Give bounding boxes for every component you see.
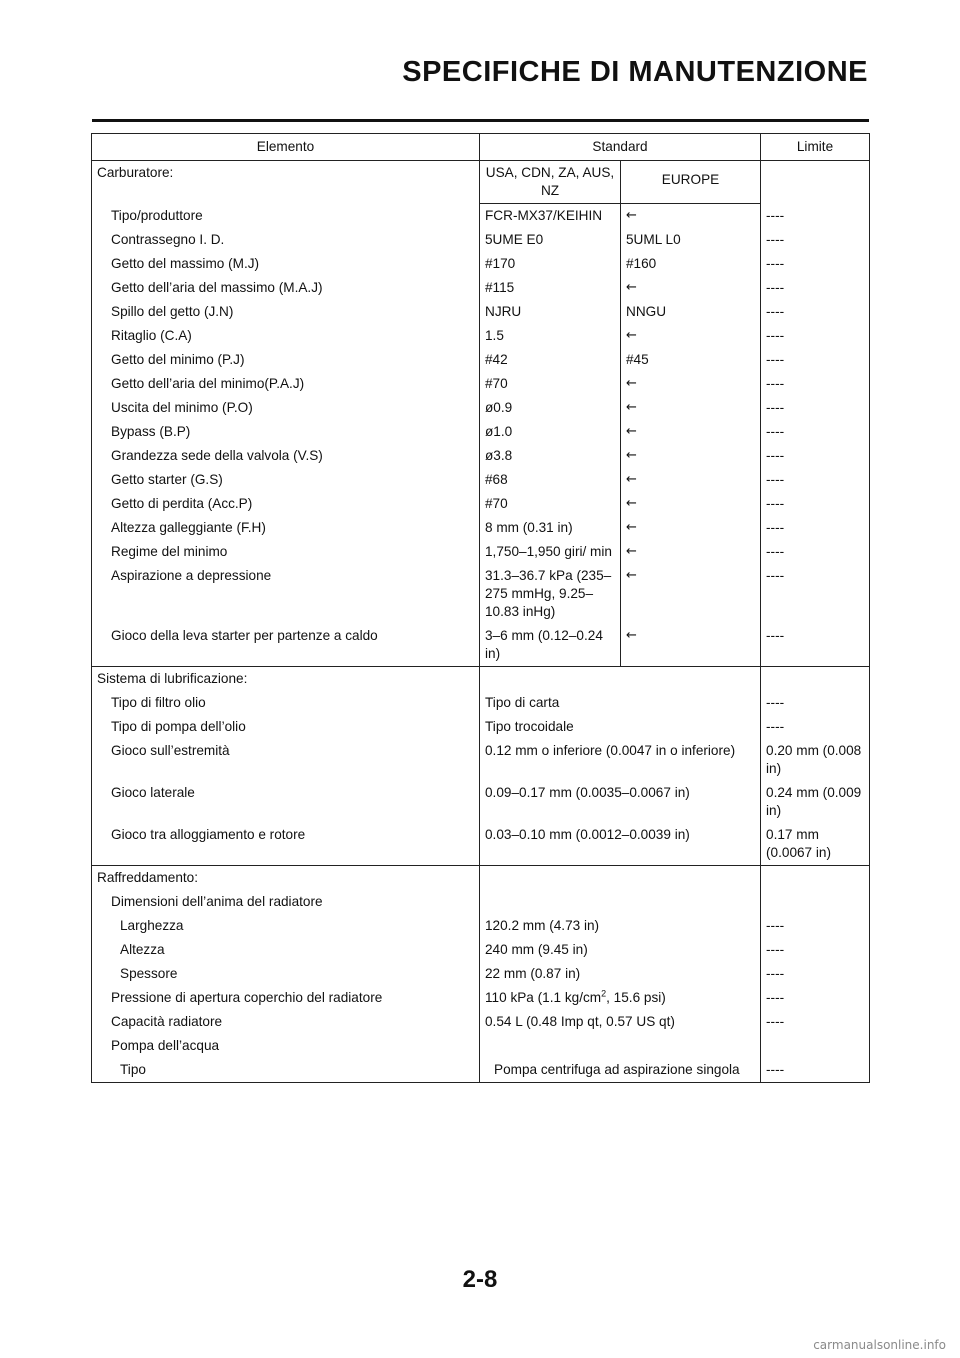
standard-cell: Tipo di carta xyxy=(480,691,761,715)
limit-cell: ---- xyxy=(761,1058,870,1083)
limit-cell: ---- xyxy=(761,300,870,324)
item-cell: Gioco laterale xyxy=(92,781,480,823)
limit-cell: ---- xyxy=(761,938,870,962)
europe-cell: #160 xyxy=(621,252,761,276)
standard-cell xyxy=(480,986,761,1010)
usa-cell: FCR-MX37/KEIHIN xyxy=(480,204,621,229)
item-cell: Pressione di apertura coperchio del radiatore xyxy=(92,986,480,1010)
usa-cell: #42 xyxy=(480,348,621,372)
usa-cell: 5UME E0 xyxy=(480,228,621,252)
header-elemento: Elemento xyxy=(92,134,480,161)
standard-cell xyxy=(480,866,761,891)
item-cell: Ritaglio (C.A) xyxy=(92,324,480,348)
table-row xyxy=(92,492,870,516)
table-row xyxy=(92,624,870,667)
table-row xyxy=(92,1034,870,1058)
usa-cell: ø1.0 xyxy=(480,420,621,444)
usa-cell: #70 xyxy=(480,492,621,516)
table-row xyxy=(92,420,870,444)
item-cell: Tipo di filtro olio xyxy=(92,691,480,715)
table-header-row xyxy=(92,134,870,161)
usa-cell: #68 xyxy=(480,468,621,492)
limit-cell: 0.20 mm (0.008 in) xyxy=(761,739,870,781)
column-europe: EUROPE xyxy=(621,161,761,204)
item-cell: Getto del massimo (M.J) xyxy=(92,252,480,276)
table-row xyxy=(92,938,870,962)
item-cell: Contrassegno I. D. xyxy=(92,228,480,252)
table-row xyxy=(92,252,870,276)
title-rule xyxy=(92,119,869,122)
europe-cell: #45 xyxy=(621,348,761,372)
limit-cell: ---- xyxy=(761,324,870,348)
usa-cell: NJRU xyxy=(480,300,621,324)
table-row xyxy=(92,890,870,914)
header-limite: Limite xyxy=(761,134,870,161)
table-row xyxy=(92,823,870,866)
limit-cell: ---- xyxy=(761,468,870,492)
limit-cell: ---- xyxy=(761,962,870,986)
section-lubrificazione xyxy=(92,667,870,692)
standard-cell xyxy=(480,667,761,692)
section-label: Raffreddamento: xyxy=(92,866,480,891)
limit-cell: 0.17 mm (0.0067 in) xyxy=(761,823,870,866)
item-cell: Spillo del getto (J.N) xyxy=(92,300,480,324)
item-cell: Altezza xyxy=(92,938,480,962)
usa-cell: 1,750–1,950 giri/ min xyxy=(480,540,621,564)
limit-cell: ---- xyxy=(761,1010,870,1034)
item-cell: Pompa dell’acqua xyxy=(92,1034,480,1058)
limit-cell: ---- xyxy=(761,516,870,540)
header-standard: Standard xyxy=(480,134,761,161)
item-cell: Grandezza sede della valvola (V.S) xyxy=(92,444,480,468)
limit-cell xyxy=(761,667,870,692)
item-cell: Bypass (B.P) xyxy=(92,420,480,444)
standard-cell: 0.54 L (0.48 Imp qt, 0.57 US qt) xyxy=(480,1010,761,1034)
item-cell: Tipo xyxy=(92,1058,480,1083)
watermark: carmanualsonline.info xyxy=(813,1338,946,1352)
limit-cell: ---- xyxy=(761,252,870,276)
usa-cell: #115 xyxy=(480,276,621,300)
europe-cell: NNGU xyxy=(621,300,761,324)
table-row xyxy=(92,228,870,252)
table-row xyxy=(92,739,870,781)
standard-cell: 240 mm (9.45 in) xyxy=(480,938,761,962)
standard-cell: 22 mm (0.87 in) xyxy=(480,962,761,986)
europe-cell: ← xyxy=(621,492,761,516)
table-row xyxy=(92,962,870,986)
limit-cell: ---- xyxy=(761,228,870,252)
table-row xyxy=(92,914,870,938)
europe-cell: 5UML L0 xyxy=(621,228,761,252)
item-cell: Gioco tra alloggiamento e rotore xyxy=(92,823,480,866)
page-number: 2-8 xyxy=(462,1266,498,1293)
page-title: SPECIFICHE DI MANUTENZIONE xyxy=(402,56,868,88)
europe-cell: ← xyxy=(621,276,761,300)
superscript: 2 xyxy=(601,988,607,999)
limit-cell: ---- xyxy=(761,564,870,624)
table-row xyxy=(92,540,870,564)
pressure-value: 110 kPa (1.1 kg/cm xyxy=(485,990,602,1005)
usa-cell: ø0.9 xyxy=(480,396,621,420)
item-cell: Gioco della leva starter per partenze a caldo xyxy=(92,624,480,667)
europe-cell: ← xyxy=(621,624,761,667)
limit-cell: ---- xyxy=(761,691,870,715)
pressure-value-tail: , 15.6 psi) xyxy=(606,990,666,1005)
item-cell: Tipo di pompa dell’olio xyxy=(92,715,480,739)
usa-cell: 1.5 xyxy=(480,324,621,348)
europe-cell: ← xyxy=(621,324,761,348)
item-cell: Larghezza xyxy=(92,914,480,938)
item-cell: Getto del minimo (P.J) xyxy=(92,348,480,372)
limit-cell xyxy=(761,1034,870,1058)
table-row xyxy=(92,300,870,324)
item-cell: Dimensioni dell’anima del radiatore xyxy=(92,890,480,914)
item-cell: Getto dell’aria del minimo(P.A.J) xyxy=(92,372,480,396)
europe-cell: ← xyxy=(621,396,761,420)
europe-cell: ← xyxy=(621,516,761,540)
column-usa: USA, CDN, ZA, AUS, NZ xyxy=(480,161,621,204)
standard-cell: Tipo trocoidale xyxy=(480,715,761,739)
limit-cell: ---- xyxy=(761,204,870,229)
limit-cell xyxy=(761,866,870,891)
table-row xyxy=(92,1010,870,1034)
standard-cell: 120.2 mm (4.73 in) xyxy=(480,914,761,938)
table-row xyxy=(92,1058,870,1083)
table-row xyxy=(92,444,870,468)
usa-cell: #170 xyxy=(480,252,621,276)
item-cell: Uscita del minimo (P.O) xyxy=(92,396,480,420)
standard-cell: Pompa centrifuga ad aspirazione singola xyxy=(480,1058,761,1083)
europe-cell: ← xyxy=(621,420,761,444)
limit-cell: ---- xyxy=(761,715,870,739)
item-cell: Getto dell’aria del massimo (M.A.J) xyxy=(92,276,480,300)
item-cell: Getto di perdita (Acc.P) xyxy=(92,492,480,516)
limit-cell: ---- xyxy=(761,624,870,667)
usa-cell: 31.3–36.7 kPa (235–275 mmHg, 9.25–10.83 inHg) xyxy=(480,564,621,624)
section-raffreddamento xyxy=(92,866,870,891)
limit-cell: ---- xyxy=(761,420,870,444)
limit-cell: 0.24 mm (0.009 in) xyxy=(761,781,870,823)
table-row xyxy=(92,324,870,348)
item-cell: Spessore xyxy=(92,962,480,986)
table-row xyxy=(92,204,870,229)
item-cell: Tipo/produttore xyxy=(92,204,480,229)
limit-cell: ---- xyxy=(761,348,870,372)
table-row xyxy=(92,396,870,420)
usa-cell: 3–6 mm (0.12–0.24 in) xyxy=(480,624,621,667)
table-row xyxy=(92,715,870,739)
limit-cell: ---- xyxy=(761,444,870,468)
limit-cell: ---- xyxy=(761,540,870,564)
europe-cell: ← xyxy=(621,372,761,396)
item-cell: Capacità radiatore xyxy=(92,1010,480,1034)
item-cell: Regime del minimo xyxy=(92,540,480,564)
limit-cell xyxy=(761,890,870,914)
standard-cell: 0.09–0.17 mm (0.0035–0.0067 in) xyxy=(480,781,761,823)
table-row xyxy=(92,516,870,540)
standard-cell: 0.03–0.10 mm (0.0012–0.0039 in) xyxy=(480,823,761,866)
limit-cell: ---- xyxy=(761,372,870,396)
item-cell: Aspirazione a depressione xyxy=(92,564,480,624)
usa-cell: ø3.8 xyxy=(480,444,621,468)
limit-cell: ---- xyxy=(761,276,870,300)
europe-cell: ← xyxy=(621,444,761,468)
europe-cell: ← xyxy=(621,204,761,229)
limit-cell: ---- xyxy=(761,986,870,1010)
table-row xyxy=(92,348,870,372)
table-row xyxy=(92,372,870,396)
section-label: Carburatore: xyxy=(92,161,480,204)
item-cell: Gioco sull’estremità xyxy=(92,739,480,781)
limit-cell: ---- xyxy=(761,492,870,516)
limit-cell: ---- xyxy=(761,396,870,420)
section-carburatore xyxy=(92,161,870,204)
table-row xyxy=(92,691,870,715)
limit-cell: ---- xyxy=(761,914,870,938)
item-cell: Getto starter (G.S) xyxy=(92,468,480,492)
table-row xyxy=(92,986,870,1010)
usa-cell: #70 xyxy=(480,372,621,396)
standard-cell xyxy=(480,890,761,914)
table-row xyxy=(92,781,870,823)
europe-cell: ← xyxy=(621,468,761,492)
table-row xyxy=(92,276,870,300)
table-row xyxy=(92,564,870,624)
table-row xyxy=(92,468,870,492)
standard-cell: 0.12 mm o inferiore (0.0047 in o inferiore) xyxy=(480,739,761,781)
maintenance-spec-table xyxy=(91,133,870,1083)
limit-cell xyxy=(761,161,870,204)
item-cell: Altezza galleggiante (F.H) xyxy=(92,516,480,540)
europe-cell: ← xyxy=(621,540,761,564)
europe-cell: ← xyxy=(621,564,761,624)
usa-cell: 8 mm (0.31 in) xyxy=(480,516,621,540)
section-label: Sistema di lubrificazione: xyxy=(92,667,480,692)
standard-cell xyxy=(480,1034,761,1058)
